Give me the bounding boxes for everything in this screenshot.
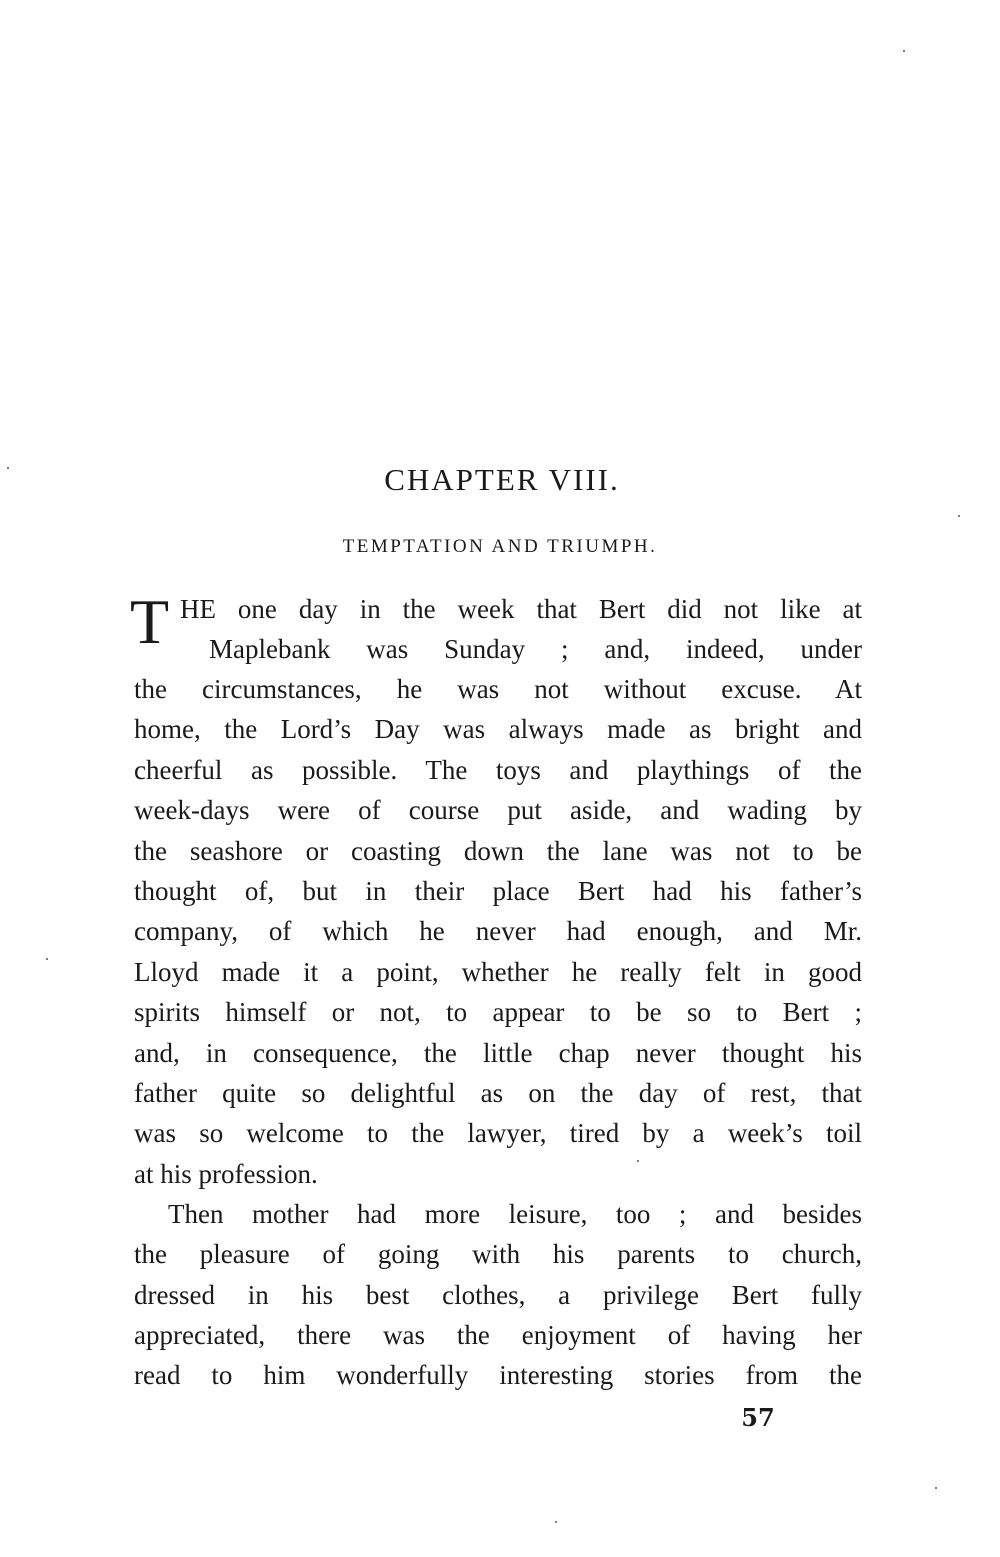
chapter-subtitle: TEMPTATION AND TRIUMPH.: [342, 536, 658, 557]
scan-speck: [555, 1521, 557, 1523]
scan-speck: [7, 467, 9, 469]
text-line: thought of, but in their place Bert had his father’s: [134, 876, 862, 906]
text-line: Then mother had more leisure, too ; and besides: [168, 1199, 862, 1229]
text-line: father quite so delightful as on the day of rest, that: [134, 1078, 862, 1108]
chapter-title: CHAPTER VIII.: [384, 462, 620, 497]
text-line: Lloyd made it a point, whether he really felt in good: [134, 957, 862, 987]
scan-speck: [935, 1487, 937, 1489]
text-line: the pleasure of going with his parents to church,: [134, 1239, 862, 1269]
text-line: dressed in his best clothes, a privilege Bert fully: [134, 1280, 862, 1310]
text-line: spirits himself or not, to appear to be so to Bert ;: [134, 997, 862, 1027]
text-line: cheerful as possible. The toys and playthings of the: [134, 755, 862, 785]
scan-speck: [958, 515, 960, 517]
text-line: company, of which he never had enough, and Mr.: [134, 916, 862, 946]
text-line: read to him wonderfully interesting stories from the: [134, 1360, 862, 1390]
text-line: at his profession.: [134, 1159, 318, 1189]
scan-speck: [637, 1160, 639, 1162]
page-number: 57: [741, 1403, 775, 1432]
text-line: the seashore or coasting down the lane was not to be: [134, 836, 862, 866]
scan-speck: [903, 50, 905, 52]
text-line: HE one day in the week that Bert did not like at: [180, 594, 862, 624]
text-line: Maplebank was Sunday ; and, indeed, under: [209, 634, 862, 664]
text-line: home, the Lord’s Day was always made as bright and: [134, 714, 862, 744]
text-line: was so welcome to the lawyer, tired by a week’s toil: [134, 1118, 862, 1148]
text-line: appreciated, there was the enjoyment of having her: [134, 1320, 862, 1350]
text-line: the circumstances, he was not without excuse. At: [134, 674, 862, 704]
scan-speck: [46, 958, 48, 960]
text-line: and, in consequence, the little chap never thought his: [134, 1038, 862, 1068]
drop-cap: T: [130, 586, 170, 657]
text-line: week-days were of course put aside, and wading by: [134, 795, 862, 825]
